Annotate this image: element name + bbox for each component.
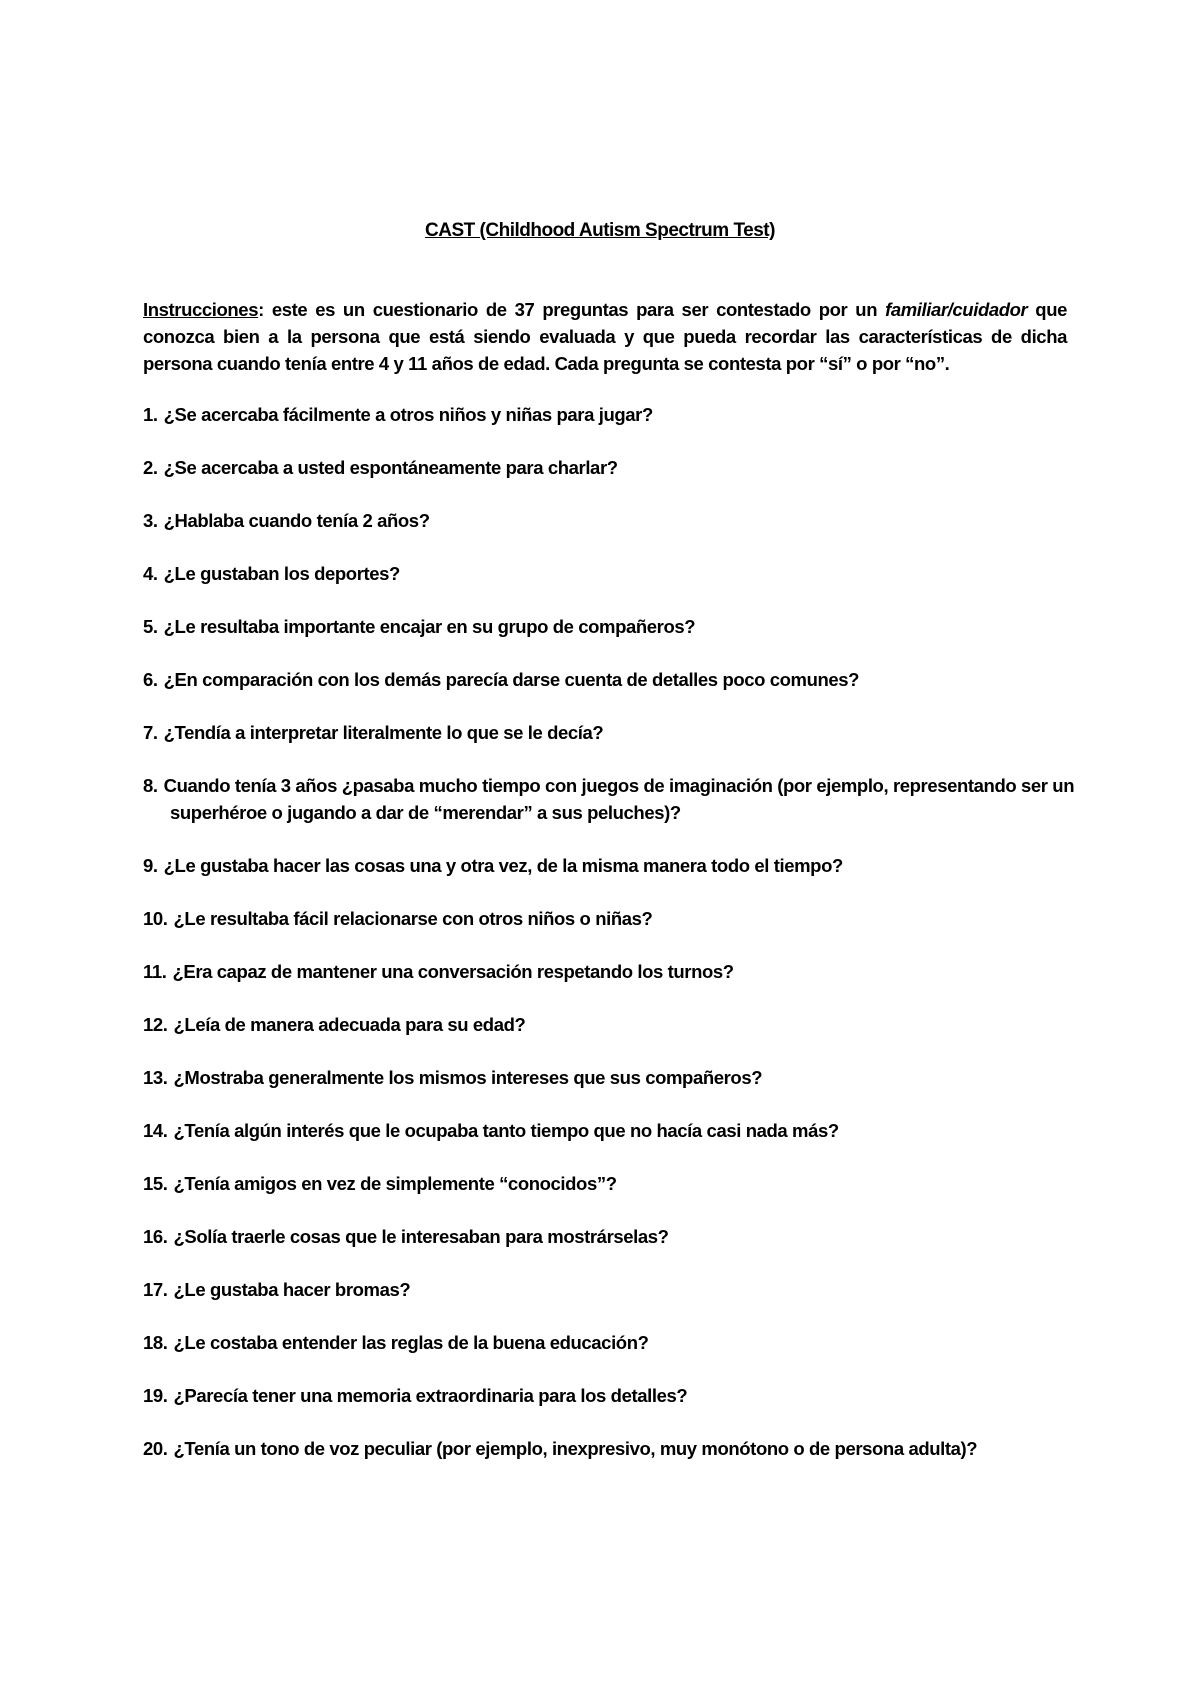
question-text: ¿Tenía algún interés que le ocupaba tanto tiempo que no hacía casi nada más? <box>173 1120 839 1141</box>
question-number: 18. <box>143 1332 168 1353</box>
question-text: ¿Hablaba cuando tenía 2 años? <box>163 510 430 531</box>
question-item <box>143 1329 1073 1356</box>
question-item <box>143 1382 1073 1409</box>
question-number: 17. <box>143 1279 168 1300</box>
instructions-emphasis: familiar/cuidador <box>885 299 1028 320</box>
question-item <box>143 905 1073 932</box>
question-item <box>143 507 1073 534</box>
instructions-text-before: : este es un cuestionario de 37 preguntas para ser contestado por un <box>258 299 886 320</box>
question-item <box>143 958 1073 985</box>
question-item <box>143 772 1090 826</box>
question-number: 15. <box>143 1173 168 1194</box>
document-title: CAST (Childhood Autism Spectrum Test) <box>425 220 775 241</box>
question-item <box>143 1223 1073 1250</box>
question-text: ¿Mostraba generalmente los mismos intereses que sus compañeros? <box>173 1067 763 1088</box>
question-number: 6. <box>143 669 158 690</box>
question-text: ¿En comparación con los demás parecía darse cuenta de detalles poco comunes? <box>163 669 860 690</box>
question-number: 12. <box>143 1014 168 1035</box>
question-text: ¿Tenía un tono de voz peculiar (por ejemplo, inexpresivo, muy monótono o de persona adulta)? <box>173 1438 978 1459</box>
question-text: ¿Le resultaba fácil relacionarse con otros niños o niñas? <box>173 908 653 929</box>
question-text: ¿Le resultaba importante encajar en su grupo de compañeros? <box>163 616 696 637</box>
question-item <box>143 560 1073 587</box>
question-number: 5. <box>143 616 158 637</box>
question-number: 16. <box>143 1226 168 1247</box>
question-item <box>143 666 1073 693</box>
question-number: 7. <box>143 722 158 743</box>
question-item <box>143 852 1073 879</box>
question-number: 19. <box>143 1385 168 1406</box>
instructions-label: Instrucciones <box>143 299 259 320</box>
question-item <box>143 1276 1073 1303</box>
question-item <box>143 613 1073 640</box>
question-item <box>143 401 1073 428</box>
question-number: 9. <box>143 855 158 876</box>
question-number: 1. <box>143 404 158 425</box>
question-item <box>143 1011 1073 1038</box>
question-number: 13. <box>143 1067 168 1088</box>
question-text: ¿Leía de manera adecuada para su edad? <box>173 1014 526 1035</box>
question-number: 20. <box>143 1438 168 1459</box>
question-item <box>143 1435 1073 1462</box>
question-text: ¿Le gustaban los deportes? <box>163 563 400 584</box>
question-item <box>143 719 1073 746</box>
question-number: 10. <box>143 908 168 929</box>
question-item <box>143 1117 1073 1144</box>
question-text: ¿Era capaz de mantener una conversación respetando los turnos? <box>172 961 734 982</box>
question-text: ¿Parecía tener una memoria extraordinaria para los detalles? <box>173 1385 688 1406</box>
question-text: ¿Le gustaba hacer bromas? <box>173 1279 411 1300</box>
question-number: 11. <box>143 961 167 982</box>
question-text: Cuando tenía 3 años ¿pasaba mucho tiempo con juegos de imaginación (por ejemplo, representando ser un superhéroe o jugando a dar de “merendar” a sus peluches)? <box>163 775 1075 823</box>
question-text: ¿Tenía amigos en vez de simplemente “conocidos”? <box>173 1173 617 1194</box>
question-text: ¿Le costaba entender las reglas de la buena educación? <box>173 1332 649 1353</box>
question-number: 4. <box>143 563 158 584</box>
instructions-text-after: que conozca bien a la persona que está siendo evaluada y que pueda recordar las características de dicha persona cuando tenía entre 4 y 11 años de edad. Cada pregunta se contesta por “sí” o por “no”. <box>143 299 1067 374</box>
question-text: ¿Se acercaba a usted espontáneamente para charlar? <box>163 457 618 478</box>
question-number: 2. <box>143 457 158 478</box>
question-text: ¿Solía traerle cosas que le interesaban para mostrárselas? <box>173 1226 669 1247</box>
question-text: ¿Le gustaba hacer las cosas una y otra vez, de la misma manera todo el tiempo? <box>163 855 843 876</box>
instructions-paragraph <box>143 296 1067 377</box>
question-item <box>143 1064 1073 1091</box>
question-number: 14. <box>143 1120 168 1141</box>
question-text: ¿Tendía a interpretar literalmente lo que se le decía? <box>163 722 604 743</box>
question-number: 8. <box>143 775 158 796</box>
question-number: 3. <box>143 510 158 531</box>
question-item <box>143 454 1073 481</box>
question-text: ¿Se acercaba fácilmente a otros niños y niñas para jugar? <box>163 404 653 425</box>
question-item <box>143 1170 1073 1197</box>
